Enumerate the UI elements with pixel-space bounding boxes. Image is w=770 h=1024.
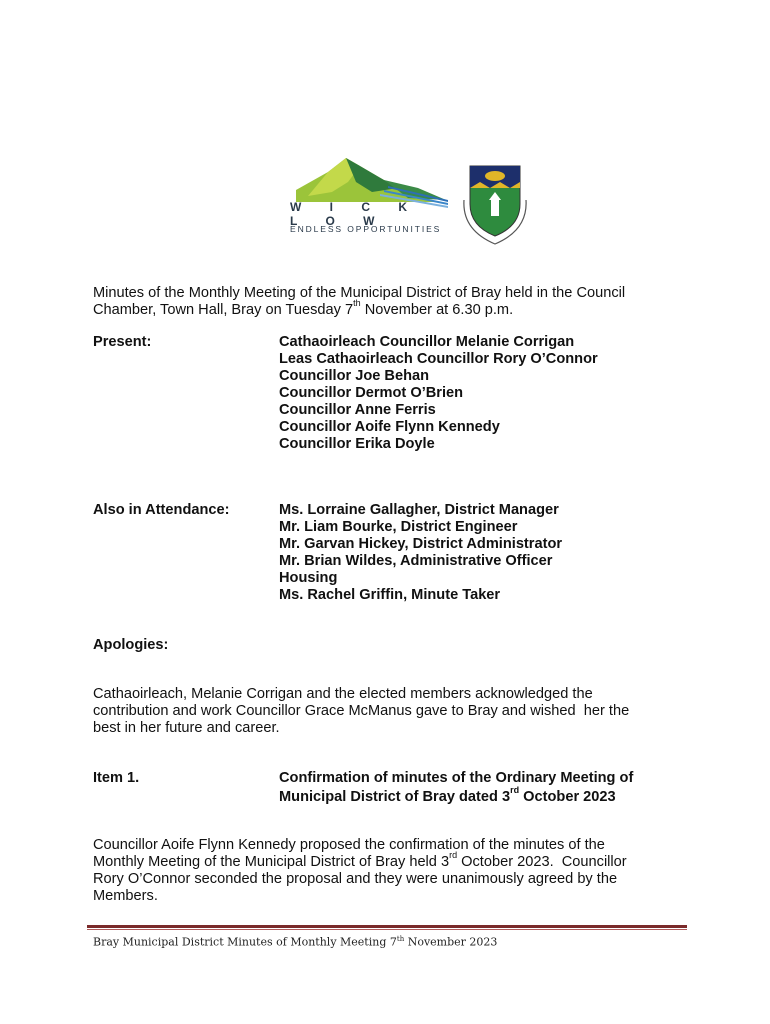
present-member: Leas Cathaoirleach Councillor Rory O’Connor: [279, 351, 598, 367]
intro-line-2-text-end: November at 6.30 p.m.: [360, 302, 514, 318]
item-1-body-sup: rd: [449, 850, 458, 861]
wicklow-logo-tagline: ENDLESS OPPORTUNITIES: [290, 224, 442, 234]
wicklow-logo-name: W I C K L O W: [290, 200, 420, 228]
item-1-body-line: [93, 850, 673, 871]
present-member: Councillor Erika Doyle: [279, 436, 435, 452]
item-1-body-text-end: October 2023. Councillor: [457, 854, 627, 870]
item-1-title-sup: rd: [510, 785, 520, 796]
footer-divider-thin: [87, 929, 687, 930]
item-1-body-line: Rory O’Connor seconded the proposal and they were unanimously agreed by the: [93, 871, 618, 887]
apologies-line: best in her future and career.: [93, 720, 280, 736]
item-1-body-line: Councillor Aoife Flynn Kennedy proposed the confirmation of the minutes of the: [93, 837, 605, 853]
intro-line-2: [93, 298, 673, 319]
attendance-member: Mr. Brian Wildes, Administrative Officer: [279, 553, 553, 569]
apologies-line: contribution and work Councillor Grace McManus gave to Bray and wished her the: [93, 703, 630, 719]
attendance-member: Mr. Garvan Hickey, District Administrator: [279, 536, 563, 552]
attendance-member: Ms. Rachel Griffin, Minute Taker: [279, 587, 501, 603]
present-member: Councillor Aoife Flynn Kennedy: [279, 419, 500, 435]
present-member: Councillor Anne Ferris: [279, 402, 436, 418]
footer-text: Bray Municipal District Minutes of Monthly Meeting 7: [93, 935, 397, 949]
attendance-member: Mr. Liam Bourke, District Engineer: [279, 519, 518, 535]
apologies-line: Cathaoirleach, Melanie Corrigan and the elected members acknowledged the: [93, 686, 593, 702]
item-1-title-line-1: Confirmation of minutes of the Ordinary Meeting of: [279, 770, 634, 786]
item-1-body-line: Members.: [93, 888, 158, 904]
present-member: Cathaoirleach Councillor Melanie Corrigan: [279, 334, 575, 350]
attendance-label: Also in Attendance:: [93, 502, 230, 518]
attendance-member: Ms. Lorraine Gallagher, District Manager: [279, 502, 559, 518]
item-1-body-text: Monthly Meeting of the Municipal District of Bray held 3: [93, 854, 450, 870]
present-member: Councillor Dermot O’Brien: [279, 385, 464, 401]
intro-line-1: Minutes of the Monthly Meeting of the Municipal District of Bray held in the Council: [93, 285, 626, 301]
footer-divider: [87, 925, 687, 928]
coat-of-arms-crest-icon: [460, 160, 530, 246]
intro-paragraph: [93, 285, 673, 319]
item-1-title-text: Municipal District of Bray dated 3: [279, 789, 511, 805]
present-list: [279, 334, 679, 453]
intro-line-2-sup: th: [353, 298, 361, 309]
present-label: Present:: [93, 334, 152, 350]
apologies-paragraph: [93, 686, 673, 737]
present-member: Councillor Joe Behan: [279, 368, 430, 384]
attendance-list: [279, 502, 679, 604]
page-footer: [93, 935, 497, 949]
attendance-member: Housing: [279, 570, 338, 586]
item-1-label: Item 1.: [93, 770, 140, 786]
footer-sup: th: [396, 935, 405, 943]
footer-text-end: November 2023: [404, 935, 498, 949]
item-1-title-text-end: October 2023: [519, 789, 616, 805]
intro-line-2-text: Chamber, Town Hall, Bray on Tuesday 7: [93, 302, 354, 318]
apologies-label: Apologies:: [93, 637, 169, 653]
item-1-body: [93, 837, 673, 905]
item-1-title-line-2: [279, 785, 679, 807]
item-1-title: [279, 769, 679, 807]
